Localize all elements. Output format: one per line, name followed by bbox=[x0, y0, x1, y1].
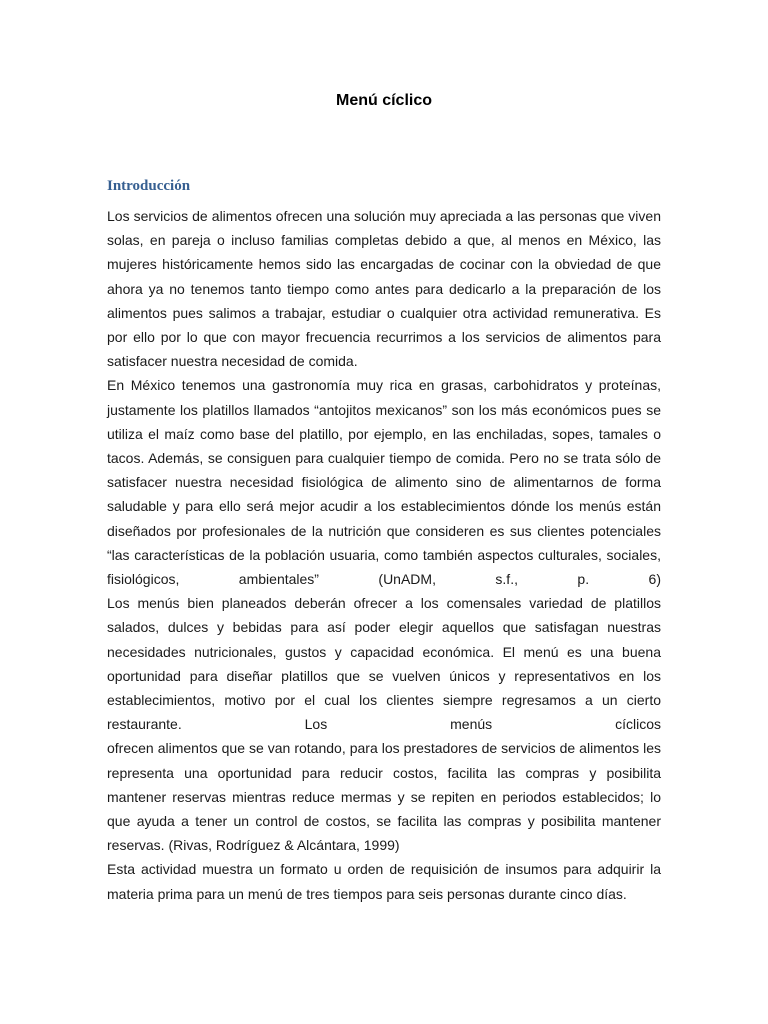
paragraph-2: En México tenemos una gastronomía muy rica en grasas, carbohidratos y proteínas, justamente los platillos llamados “antojitos mexicanos” son los más económicos pues se utiliza el maíz como base del platillo, por ejemplo, en las enchiladas, sopes, tamales o tacos. Además, se consiguen para cualquier tiempo de comida. Pero no se trata sólo de satisfacer nuestra necesidad fisiológica de alimento sino de alimentarnos de forma saludable y para ello será mejor acudir a los establecimientos dónde los menús están diseñados por profesionales de la nutrición que consideren es sus clientes potenciales “las características de la población usuaria, como también aspectos culturales, sociales, fisiológicos, ambientales” (UnADM, s.f., p. 6) bbox=[107, 377, 661, 588]
paragraph-4: ofrecen alimentos que se van rotando, para los prestadores de servicios de alimentos les representa una oportunidad para reducir costos, facilita las compras y posibilita mantener reservas mientras reduce mermas y se repiten en periodos establecidos; lo que ayuda a tener un control de costos, se facilita las compras y posibilita mantener reservas. (Rivas, Rodríguez & Alcántara, 1999) bbox=[107, 740, 661, 854]
paragraph-1: Los servicios de alimentos ofrecen una solución muy apreciada a las personas que viven solas, en pareja o incluso familias completas debido a que, al menos en México, las mujeres históricamente hemos sido las encargadas de cocinar con la obviedad de que ahora ya no tenemos tanto tiempo como antes para dedicarlo a la preparación de los alimentos pues salimos a trabajar, estudiar o cualquier otra actividad remunerativa. Es por ello por lo que con mayor frecuencia recurrimos a los servicios de alimentos para satisfacer nuestra necesidad de comida. bbox=[107, 208, 661, 370]
body-text bbox=[107, 204, 661, 906]
paragraph-5: Esta actividad muestra un formato u orden de requisición de insumos para adquirir la materia prima para un menú de tres tiempos para seis personas durante cinco días. bbox=[107, 861, 661, 902]
paragraph-3: Los menús bien planeados deberán ofrecer a los comensales variedad de platillos salados, dulces y bebidas para así poder elegir aquellos que satisfagan nuestras necesidades nutricionales, gustos y capacidad económica. El menú es una buena oportunidad para diseñar platillos que se vuelven únicos y representativos en los establecimientos, motivo por el cual los clientes siempre regresamos a un cierto restaurante. Los menús cíclicos bbox=[107, 595, 661, 733]
document-title: Menú cíclico bbox=[335, 92, 433, 109]
section-heading-introduccion: Introducción bbox=[107, 178, 191, 194]
